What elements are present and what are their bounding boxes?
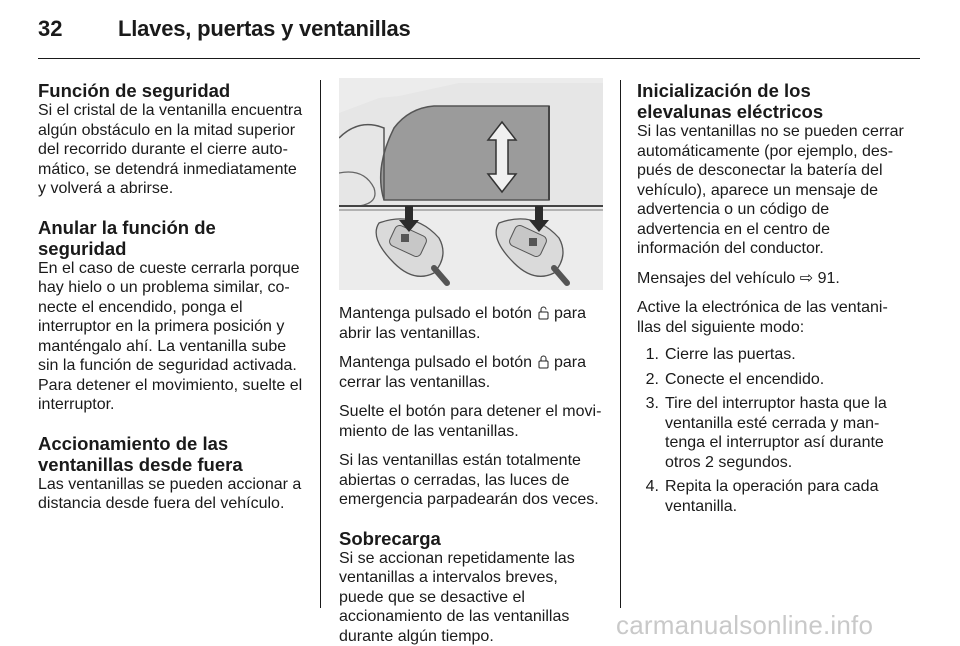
paragraph-activate: Active la electrónica de las ventanillas del siguiente modo: xyxy=(637,298,905,337)
unlock-button-icon xyxy=(538,306,549,320)
list-item xyxy=(637,394,905,472)
column-2 xyxy=(339,304,605,646)
paragraph-close-windows xyxy=(339,353,605,392)
step-number: 2. xyxy=(637,370,659,390)
open-text-a: Mantenga pulsado el botón xyxy=(339,305,532,322)
watermark: carmanualsonline.info xyxy=(616,610,873,641)
paragraph-override-safety: En el caso de cueste cerrarla porque hay hielo o un problema similar, conecte el encendido, ponga el interruptor en la primera posición y manténgalo ahí. La ventanilla sube sin la función de seguridad activada. Para detener el movimiento, suelte el interruptor. xyxy=(38,259,304,415)
paragraph-release: Suelte el botón para detener el movimiento de las ventanillas. xyxy=(339,402,605,441)
column-3 xyxy=(637,80,905,521)
paragraph-hazard: Si las ventanillas están totalmente abiertas o cerradas, las luces de emergencia parpadearán dos veces. xyxy=(339,451,605,510)
illustration-window-key-fob xyxy=(339,78,603,290)
step-text: Tire del interruptor hasta que la ventanilla esté cerrada y mantenga el interruptor así durante otros 2 segundos. xyxy=(665,394,905,472)
page-title: Llaves, puertas y ventanillas xyxy=(118,16,411,42)
open-text-b: para abrir las ventanillas. xyxy=(339,305,586,342)
paragraph-initialization: Si las ventanillas no se pueden cerrar automáticamente (por ejemplo, después de desconectar la batería del vehículo), aparece un mensaje de advertencia o un código de advertencia en el centro de información del conductor. xyxy=(637,122,905,259)
close-text-a: Mantenga pulsado el botón xyxy=(339,354,532,371)
page-header xyxy=(38,16,920,56)
heading-initialization: Inicialización de los elevalunas eléctricos xyxy=(637,80,905,122)
paragraph-vehicle-messages: Mensajes del vehículo ⇨ 91. xyxy=(637,269,905,289)
list-item xyxy=(637,477,905,516)
heading-safety-function: Función de seguridad xyxy=(38,80,304,101)
heading-overload: Sobrecarga xyxy=(339,528,605,549)
column-divider-1 xyxy=(320,80,321,608)
column-divider-2 xyxy=(620,80,621,608)
steps-list xyxy=(637,345,905,516)
paragraph-overload: Si se accionan repetidamente las ventanillas a intervalos breves, puede que se desactive el accionamiento de las ventanillas durante algún tiempo. xyxy=(339,549,605,646)
paragraph-open-windows xyxy=(339,304,605,343)
heading-override-safety: Anular la función de seguridad xyxy=(38,217,304,259)
column-1 xyxy=(38,80,304,514)
header-divider xyxy=(38,58,920,59)
step-text: Repita la operación para cada ventanilla. xyxy=(665,477,905,516)
step-text: Conecte el encendido. xyxy=(665,370,905,390)
page-number: 32 xyxy=(38,16,62,42)
step-number: 4. xyxy=(637,477,659,516)
list-item xyxy=(637,370,905,390)
close-text-b: para cerrar las ventanillas. xyxy=(339,354,586,391)
paragraph-remote-operation: Las ventanillas se pueden accionar a distancia desde fuera del vehículo. xyxy=(38,475,304,514)
car-door-window-illustration xyxy=(339,78,603,290)
step-number: 1. xyxy=(637,345,659,365)
heading-remote-operation: Accionamiento de las ventanillas desde fuera xyxy=(38,433,304,475)
list-item xyxy=(637,345,905,365)
step-number: 3. xyxy=(637,394,659,472)
step-text: Cierre las puertas. xyxy=(665,345,905,365)
paragraph-safety-function: Si el cristal de la ventanilla encuentra algún obstáculo en la mitad superior del recorrido durante el cierre automático, se detendrá inmediatamente y volverá a abrirse. xyxy=(38,101,304,199)
lock-button-icon xyxy=(538,355,549,369)
